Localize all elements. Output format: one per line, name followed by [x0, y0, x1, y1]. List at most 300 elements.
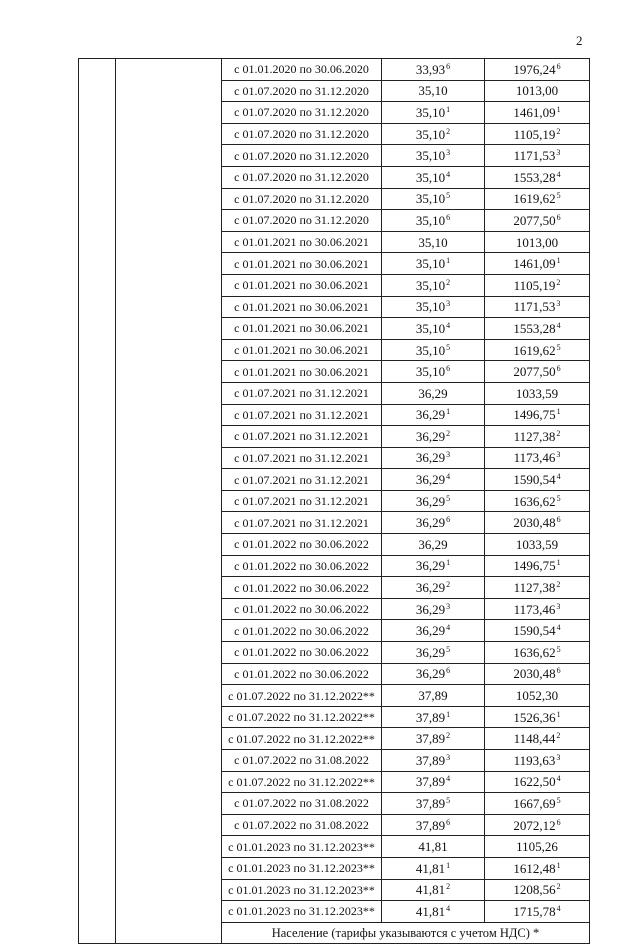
period-text: с 01.01.2022 по 30.06.2022 — [234, 645, 369, 660]
tariff-cell-value: 1105,26 — [516, 839, 558, 855]
tariff-cell — [485, 447, 590, 469]
rate-cell — [382, 188, 485, 210]
tariff-cell — [485, 426, 590, 448]
tariff-cell-value: 1590,54 — [513, 623, 556, 639]
tariff-cell — [485, 188, 590, 210]
tariff-cell-value: 1496,75 — [513, 558, 556, 574]
rate-cell — [382, 706, 485, 728]
tariff-cell — [485, 80, 590, 102]
tariff-cell — [485, 728, 590, 750]
period-text: с 01.01.2022 по 30.06.2022 — [234, 623, 369, 638]
period-text: с 01.07.2020 по 31.12.2020 — [234, 127, 369, 142]
footnote-marker: 5 — [556, 342, 561, 352]
period-cell — [222, 382, 382, 404]
rate-cell-value: 36,29 — [415, 428, 446, 444]
footnote-marker: 5 — [556, 795, 561, 805]
rate-cell-value: 36,29 — [415, 558, 446, 574]
period-text: с 01.07.2020 по 31.12.2020 — [234, 213, 369, 228]
footnote-marker: 6 — [556, 515, 561, 525]
tariff-cell — [485, 59, 590, 81]
period-cell — [222, 771, 382, 793]
footnote-marker: 4 — [556, 169, 561, 179]
footnote-marker: 1 — [556, 407, 561, 417]
rate-cell-value: 41,81 — [415, 903, 446, 919]
period-text: с 01.01.2022 по 30.06.2022 — [234, 666, 369, 681]
tariff-cell-value: 2030,48 — [513, 515, 556, 531]
footnote-marker: 2 — [446, 126, 451, 136]
period-cell — [222, 210, 382, 232]
period-text: с 01.01.2023 по 31.12.2023** — [228, 861, 375, 876]
tariff-cell-value: 1461,09 — [513, 104, 556, 120]
footnote-marker: 4 — [446, 623, 451, 633]
rate-cell-value: 37,89 — [415, 774, 446, 790]
period-text: с 01.07.2022 по 31.08.2022 — [234, 796, 369, 811]
period-text: с 01.01.2022 по 30.06.2022 — [234, 558, 369, 573]
rate-cell — [382, 166, 485, 188]
footnote-marker: 4 — [556, 320, 561, 330]
rate-cell-value: 36,29 — [415, 472, 446, 488]
period-text: с 01.07.2020 по 31.12.2020 — [234, 105, 369, 120]
tariff-cell — [485, 901, 590, 923]
rate-cell-value: 35,10 — [415, 320, 446, 336]
footnote-marker: 6 — [556, 817, 561, 827]
rate-cell-value: 36,29 — [415, 493, 446, 509]
rate-cell-value: 36,29 — [415, 601, 446, 617]
rate-cell — [382, 253, 485, 275]
footnote-marker: 5 — [556, 644, 561, 654]
footnote-marker: 6 — [446, 212, 451, 222]
rate-cell — [382, 620, 485, 642]
rate-cell-value: 36,29 — [415, 666, 446, 682]
footnote-marker: 3 — [446, 752, 451, 762]
rate-cell-value: 37,89 — [415, 731, 446, 747]
rate-cell-value: 36,29 — [415, 515, 446, 531]
rate-cell — [382, 447, 485, 469]
period-text: с 01.07.2021 по 31.12.2021 — [234, 494, 369, 509]
footnote-marker: 6 — [446, 61, 451, 71]
period-cell — [222, 512, 382, 534]
rate-cell — [382, 361, 485, 383]
period-text: с 01.01.2021 по 30.06.2021 — [234, 299, 369, 314]
rate-cell — [382, 534, 485, 556]
tariff-cell — [485, 685, 590, 707]
tariff-cell — [485, 620, 590, 642]
footnote-marker: 4 — [446, 169, 451, 179]
tariff-cell — [485, 339, 590, 361]
period-text: с 01.01.2023 по 31.12.2023** — [228, 839, 375, 854]
tariff-cell-value: 1976,24 — [513, 61, 556, 77]
footnote-marker: 1 — [446, 104, 451, 114]
period-cell — [222, 598, 382, 620]
period-text: с 01.07.2022 по 31.12.2022** — [228, 688, 375, 703]
rate-cell-value: 36,29 — [418, 536, 448, 552]
tariff-cell-value: 1171,53 — [513, 148, 556, 164]
rate-cell-value: 35,10 — [415, 342, 446, 358]
tariff-cell-value: 1619,62 — [513, 191, 556, 207]
rate-cell-value: 36,29 — [418, 385, 448, 401]
period-text: с 01.07.2020 по 31.12.2020 — [234, 170, 369, 185]
tariff-cell-value: 1127,38 — [513, 580, 556, 596]
rate-cell — [382, 231, 485, 253]
period-cell — [222, 555, 382, 577]
period-cell — [222, 901, 382, 923]
footnote-marker: 4 — [556, 774, 561, 784]
footnote-marker: 2 — [446, 428, 451, 438]
footnote-marker: 5 — [446, 342, 451, 352]
period-text: с 01.01.2021 по 30.06.2021 — [234, 278, 369, 293]
rate-cell-value: 36,29 — [415, 644, 446, 660]
footnote-marker: 4 — [446, 774, 451, 784]
footnote-marker: 1 — [446, 558, 451, 568]
tariff-cell — [485, 706, 590, 728]
tariff-cell-value: 1553,28 — [513, 169, 556, 185]
tariff-cell — [485, 382, 590, 404]
tariff-cell-value: 1013,00 — [515, 234, 559, 250]
footnote-marker: 1 — [556, 558, 561, 568]
footnote-marker: 1 — [446, 407, 451, 417]
rate-cell — [382, 382, 485, 404]
rate-cell-value: 41,81 — [415, 860, 446, 876]
period-cell — [222, 793, 382, 815]
period-cell — [222, 620, 382, 642]
tariff-cell-value: 1208,56 — [513, 882, 556, 898]
rate-cell-value: 35,10 — [415, 256, 446, 272]
period-cell — [222, 102, 382, 124]
rate-cell — [382, 685, 485, 707]
tariff-cell — [485, 814, 590, 836]
period-cell — [222, 577, 382, 599]
footnote-marker: 6 — [446, 515, 451, 525]
footnote-marker: 3 — [446, 148, 451, 158]
footnote-marker: 3 — [556, 299, 561, 309]
period-text: с 01.07.2022 по 31.08.2022 — [234, 818, 369, 833]
footnote-marker: 4 — [446, 472, 451, 482]
footnote-marker: 3 — [446, 299, 451, 309]
period-cell — [222, 706, 382, 728]
footnote-marker: 1 — [446, 709, 451, 719]
tariff-cell — [485, 642, 590, 664]
rate-cell-value: 35,10 — [415, 364, 446, 380]
rate-cell — [382, 728, 485, 750]
period-cell — [222, 728, 382, 750]
period-cell — [222, 253, 382, 275]
population-note: Население (тарифы указываются с учетом НДС) * — [222, 922, 590, 944]
period-cell — [222, 426, 382, 448]
footnote-marker: 5 — [556, 191, 561, 201]
tariff-table — [78, 58, 590, 944]
period-cell — [222, 80, 382, 102]
rate-cell-value: 35,10 — [415, 299, 446, 315]
rate-cell — [382, 663, 485, 685]
footnote-marker: 1 — [556, 256, 561, 266]
footnote-marker: 6 — [556, 364, 561, 374]
period-text: с 01.01.2021 по 30.06.2021 — [234, 256, 369, 271]
footnote-marker: 4 — [446, 320, 451, 330]
period-text: с 01.07.2021 по 31.12.2021 — [234, 386, 369, 401]
tariff-cell-value: 1461,09 — [513, 256, 556, 272]
rate-cell-value: 36,29 — [415, 450, 446, 466]
rate-cell — [382, 210, 485, 232]
tariff-cell-value: 1105,19 — [513, 277, 556, 293]
tariff-cell — [485, 534, 590, 556]
rate-cell — [382, 642, 485, 664]
footnote-marker: 5 — [446, 644, 451, 654]
rate-cell — [382, 577, 485, 599]
footnote-marker: 2 — [556, 882, 561, 892]
rate-cell-value: 35,10 — [418, 83, 448, 99]
rate-cell-value: 36,29 — [415, 623, 446, 639]
tariff-cell — [485, 231, 590, 253]
period-text: с 01.07.2022 по 31.12.2022** — [228, 774, 375, 789]
period-cell — [222, 642, 382, 664]
tariff-cell-value: 1052,30 — [515, 688, 559, 704]
tariff-cell-value: 1148,44 — [513, 731, 556, 747]
tariff-cell — [485, 318, 590, 340]
period-cell — [222, 123, 382, 145]
tariff-cell — [485, 102, 590, 124]
rate-cell — [382, 80, 485, 102]
footnote-marker: 2 — [556, 126, 561, 136]
tariff-cell-value: 1526,36 — [513, 709, 556, 725]
period-cell — [222, 188, 382, 210]
period-text: с 01.01.2021 по 30.06.2021 — [234, 343, 369, 358]
tariff-cell — [485, 836, 590, 858]
period-text: с 01.01.2022 по 30.06.2022 — [234, 580, 369, 595]
rate-cell — [382, 274, 485, 296]
period-text: с 01.07.2021 по 31.12.2021 — [234, 472, 369, 487]
footnote-marker: 1 — [556, 860, 561, 870]
rate-cell-value: 33,93 — [415, 61, 446, 77]
tariff-cell — [485, 555, 590, 577]
footnote-marker: 2 — [446, 882, 451, 892]
tariff-cell-value: 1127,38 — [513, 428, 556, 444]
tariff-cell-value: 1033,59 — [515, 385, 559, 401]
rate-cell — [382, 123, 485, 145]
tariff-cell — [485, 361, 590, 383]
rate-cell — [382, 102, 485, 124]
rate-cell — [382, 318, 485, 340]
tariff-cell-value: 1590,54 — [513, 472, 556, 488]
rate-cell — [382, 512, 485, 534]
tariff-cell-value: 1173,46 — [513, 450, 556, 466]
footnote-marker: 5 — [556, 493, 561, 503]
period-cell — [222, 836, 382, 858]
tariff-cell-value: 2072,12 — [513, 817, 556, 833]
tariff-cell — [485, 490, 590, 512]
footnote-marker: 1 — [446, 256, 451, 266]
rate-cell — [382, 793, 485, 815]
rate-cell-value: 37,89 — [415, 709, 446, 725]
tariff-cell — [485, 879, 590, 901]
tariff-cell-value: 1496,75 — [513, 407, 556, 423]
tariff-cell-value: 2030,48 — [513, 666, 556, 682]
tariff-cell — [485, 512, 590, 534]
rate-cell — [382, 59, 485, 81]
period-cell — [222, 814, 382, 836]
tariff-cell — [485, 771, 590, 793]
period-text: с 01.07.2020 по 31.12.2020 — [234, 191, 369, 206]
footnote-marker: 6 — [446, 666, 451, 676]
tariff-cell-value: 1667,69 — [513, 795, 556, 811]
period-text: с 01.01.2021 по 30.06.2021 — [234, 235, 369, 250]
tariff-cell — [485, 296, 590, 318]
rate-cell — [382, 426, 485, 448]
period-cell — [222, 404, 382, 426]
tariff-table-body — [79, 59, 590, 944]
period-text: с 01.01.2020 по 30.06.2020 — [234, 62, 369, 77]
rate-cell — [382, 296, 485, 318]
tariff-cell — [485, 210, 590, 232]
tariff-cell — [485, 750, 590, 772]
tariff-cell — [485, 663, 590, 685]
footnote-marker: 5 — [446, 795, 451, 805]
rate-cell — [382, 469, 485, 491]
tariff-cell-value: 1013,00 — [515, 83, 559, 99]
rate-cell-value: 35,10 — [415, 126, 446, 142]
footnote-marker: 5 — [446, 493, 451, 503]
tariff-cell — [485, 404, 590, 426]
footnote-marker: 2 — [556, 731, 561, 741]
rate-cell-value: 37,89 — [415, 817, 446, 833]
period-text: с 01.07.2021 по 31.12.2021 — [234, 429, 369, 444]
rate-cell — [382, 879, 485, 901]
tariff-cell-value: 1715,78 — [513, 903, 556, 919]
rate-cell — [382, 857, 485, 879]
table-row — [79, 59, 590, 81]
rate-cell — [382, 339, 485, 361]
footnote-marker: 6 — [556, 666, 561, 676]
period-cell — [222, 166, 382, 188]
period-cell — [222, 663, 382, 685]
footnote-marker: 2 — [556, 277, 561, 287]
period-text: с 01.07.2021 по 31.12.2021 — [234, 407, 369, 422]
tariff-cell-value: 1193,63 — [513, 752, 556, 768]
period-text: с 01.07.2020 по 31.12.2020 — [234, 148, 369, 163]
footnote-marker: 1 — [556, 104, 561, 114]
period-text: с 01.07.2022 по 31.08.2022 — [234, 753, 369, 768]
rate-cell — [382, 901, 485, 923]
footnote-marker: 2 — [556, 580, 561, 590]
rate-cell — [382, 836, 485, 858]
rate-cell — [382, 404, 485, 426]
period-cell — [222, 296, 382, 318]
rate-cell — [382, 145, 485, 167]
tariff-cell — [485, 123, 590, 145]
period-text: с 01.01.2022 по 30.06.2022 — [234, 602, 369, 617]
tariff-cell-value: 2077,50 — [513, 212, 556, 228]
rate-cell-value: 35,10 — [415, 191, 446, 207]
period-cell — [222, 879, 382, 901]
period-cell — [222, 469, 382, 491]
rate-cell — [382, 490, 485, 512]
footnote-marker: 6 — [446, 364, 451, 374]
footnote-marker: 3 — [446, 601, 451, 611]
rate-cell-value: 35,10 — [415, 104, 446, 120]
footnote-marker: 6 — [446, 817, 451, 827]
period-text: с 01.07.2022 по 31.12.2022** — [228, 731, 375, 746]
period-cell — [222, 490, 382, 512]
tariff-cell — [485, 145, 590, 167]
tariff-cell — [485, 469, 590, 491]
period-text: с 01.01.2023 по 31.12.2023** — [228, 904, 375, 919]
rate-cell-value: 37,89 — [415, 795, 446, 811]
rate-cell-value: 35,10 — [415, 148, 446, 164]
period-cell — [222, 339, 382, 361]
period-text: с 01.07.2022 по 31.12.2022** — [228, 710, 375, 725]
footnote-marker: 1 — [446, 860, 451, 870]
period-cell — [222, 274, 382, 296]
footnote-marker: 2 — [556, 428, 561, 438]
period-text: с 01.07.2021 по 31.12.2021 — [234, 450, 369, 465]
footnote-marker: 3 — [556, 601, 561, 611]
tariff-cell — [485, 166, 590, 188]
footnote-marker: 2 — [446, 277, 451, 287]
footnote-marker: 4 — [556, 623, 561, 633]
rate-cell-value: 37,89 — [418, 688, 448, 704]
footnote-marker: 6 — [556, 212, 561, 222]
rate-cell-value: 37,89 — [415, 752, 446, 768]
tariff-cell-value: 1173,46 — [513, 601, 556, 617]
footnote-marker: 3 — [556, 752, 561, 762]
rate-cell — [382, 771, 485, 793]
period-cell — [222, 685, 382, 707]
period-text: с 01.01.2023 по 31.12.2023** — [228, 882, 375, 897]
period-cell — [222, 361, 382, 383]
tariff-cell-value: 1171,53 — [513, 299, 556, 315]
footnote-marker: 6 — [556, 61, 561, 71]
footnote-marker: 5 — [446, 191, 451, 201]
period-cell — [222, 59, 382, 81]
tariff-cell — [485, 598, 590, 620]
footnote-marker: 3 — [446, 450, 451, 460]
period-cell — [222, 318, 382, 340]
period-cell — [222, 750, 382, 772]
rate-cell-value: 36,29 — [415, 407, 446, 423]
period-cell — [222, 231, 382, 253]
period-cell — [222, 857, 382, 879]
tariff-cell — [485, 577, 590, 599]
rate-cell-value: 41,81 — [415, 882, 446, 898]
footnote-marker: 4 — [556, 472, 561, 482]
tariff-cell-value: 1622,50 — [513, 774, 556, 790]
tariff-cell-value: 1636,62 — [513, 493, 556, 509]
period-cell — [222, 447, 382, 469]
period-text: с 01.01.2021 по 30.06.2021 — [234, 321, 369, 336]
tariff-cell-value: 1553,28 — [513, 320, 556, 336]
tariff-cell-value: 1033,59 — [515, 536, 559, 552]
rate-cell-value: 35,10 — [415, 212, 446, 228]
period-text: с 01.01.2021 по 30.06.2021 — [234, 364, 369, 379]
rate-cell — [382, 750, 485, 772]
footnote-marker: 1 — [556, 709, 561, 719]
tariff-cell-value: 1619,62 — [513, 342, 556, 358]
tariff-cell — [485, 274, 590, 296]
tariff-cell-value: 1612,48 — [513, 860, 556, 876]
footnote-marker: 2 — [446, 731, 451, 741]
footnote-marker: 4 — [556, 903, 561, 913]
rate-cell-value: 41,81 — [418, 839, 448, 855]
period-text: с 01.07.2021 по 31.12.2021 — [234, 515, 369, 530]
rate-cell — [382, 598, 485, 620]
rate-cell-value: 35,10 — [415, 169, 446, 185]
period-text: с 01.07.2020 по 31.12.2020 — [234, 83, 369, 98]
blank-col-1 — [79, 59, 116, 944]
rate-cell-value: 36,29 — [415, 580, 446, 596]
rate-cell — [382, 555, 485, 577]
tariff-cell — [485, 253, 590, 275]
page-number: 2 — [576, 33, 583, 48]
tariff-cell — [485, 793, 590, 815]
